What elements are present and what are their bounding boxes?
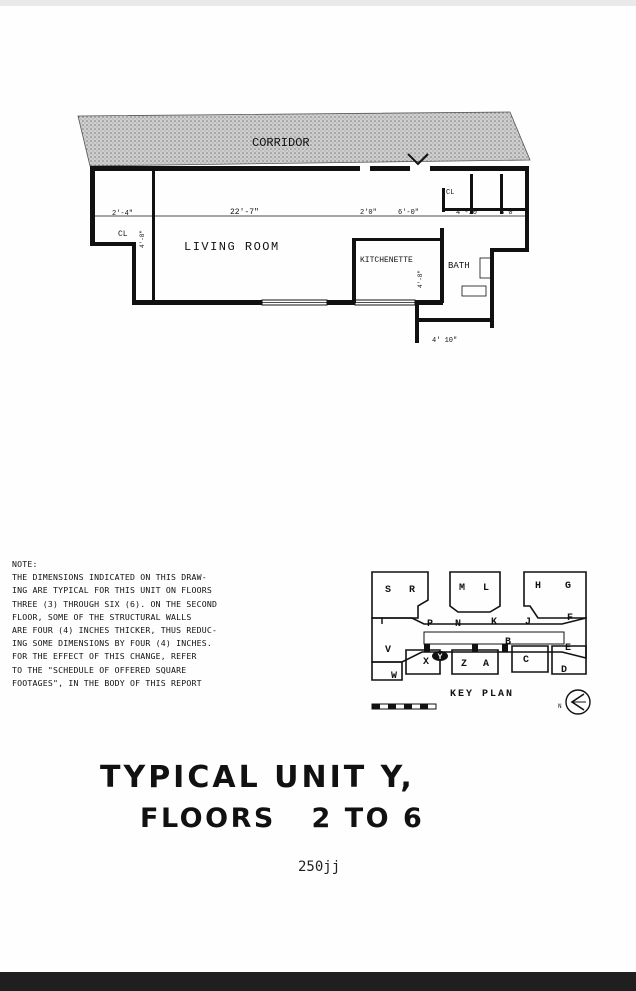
unit-E: E (564, 643, 572, 654)
note-line: ING SOME DIMENSIONS BY FOUR (4) INCHES. (12, 638, 213, 649)
viewer-top-edge (0, 0, 636, 6)
unit-H: H (534, 581, 542, 592)
living-room-label: LIVING ROOM (184, 240, 280, 254)
page-code: 250jj (298, 859, 341, 875)
unit-V: V (384, 645, 392, 656)
note-line: TO THE "SCHEDULE OF OFFERED SQUARE (12, 664, 187, 675)
unit-M: M (458, 583, 466, 594)
unit-W: W (390, 671, 398, 682)
unit-C: C (522, 655, 530, 666)
unit-Z: Z (460, 659, 468, 670)
dim-left-depth: 4'-8" (139, 229, 146, 248)
viewer-bottom-bar (0, 972, 636, 991)
unit-Y: Y (437, 653, 443, 662)
floor-plan (70, 108, 540, 348)
title-line-1: TYPICAL UNIT Y, (100, 760, 415, 795)
unit-K: K (490, 617, 498, 628)
north-arrow-icon (558, 690, 590, 714)
key-plan-caption: KEY PLAN (450, 689, 515, 700)
dimension-note (12, 558, 282, 690)
title-line-2: FLOORS 2 TO 6 (140, 803, 425, 834)
unit-X: X (422, 657, 430, 668)
note-line: THREE (3) THROUGH SIX (6). ON THE SECOND (12, 598, 218, 609)
bath-label: BATH (448, 261, 470, 271)
dim-bottom-right: 4' 10" (432, 337, 458, 345)
note-line: NOTE: (12, 559, 38, 569)
closet-left-label: CL (118, 230, 128, 239)
dim-right-b: 3'0" (500, 209, 517, 217)
unit-B: B (504, 637, 512, 648)
unit-F: F (566, 613, 574, 624)
unit-T: T (378, 617, 386, 628)
unit-P: P (426, 619, 434, 630)
dim-mid-a: 2'0" (360, 209, 377, 217)
unit-N: N (454, 619, 462, 630)
dim-kitchen-depth: 4'-8" (417, 269, 424, 288)
unit-J: J (524, 617, 532, 628)
unit-D: D (560, 665, 568, 676)
unit-G: G (564, 581, 572, 592)
note-line: THE DIMENSIONS INDICATED ON THIS DRAW- (12, 572, 207, 583)
north-label: N (558, 703, 562, 710)
dim-left-width: 2'-4" (112, 210, 134, 218)
corridor-label: CORRIDOR (252, 136, 310, 150)
sheet-title (100, 760, 540, 834)
note-line: FOOTAGES", IN THE BODY OF THIS REPORT (12, 677, 202, 688)
note-line: ARE FOUR (4) INCHES THICKER, THUS REDUC- (12, 625, 218, 636)
unit-A: A (482, 659, 490, 670)
unit-R: R (408, 585, 416, 596)
unit-S: S (384, 585, 392, 596)
scale-bar (372, 704, 436, 709)
note-line: FOR THE EFFECT OF THIS CHANGE, REFER (12, 651, 197, 662)
unit-L: L (482, 583, 490, 594)
note-line: ING ARE TYPICAL FOR THIS UNIT ON FLOORS (12, 585, 213, 596)
dim-mid-b: 6'-0" (398, 209, 420, 217)
note-line: FLOOR, SOME OF THE STRUCTURAL WALLS (12, 611, 192, 622)
key-plan (362, 562, 602, 724)
dim-living-length: 22'-7" (230, 208, 259, 217)
kitchenette-label: KITCHENETTE (360, 256, 413, 265)
dim-right-a: 4'-10" (456, 209, 482, 217)
closet-right-label: CL (446, 189, 455, 197)
